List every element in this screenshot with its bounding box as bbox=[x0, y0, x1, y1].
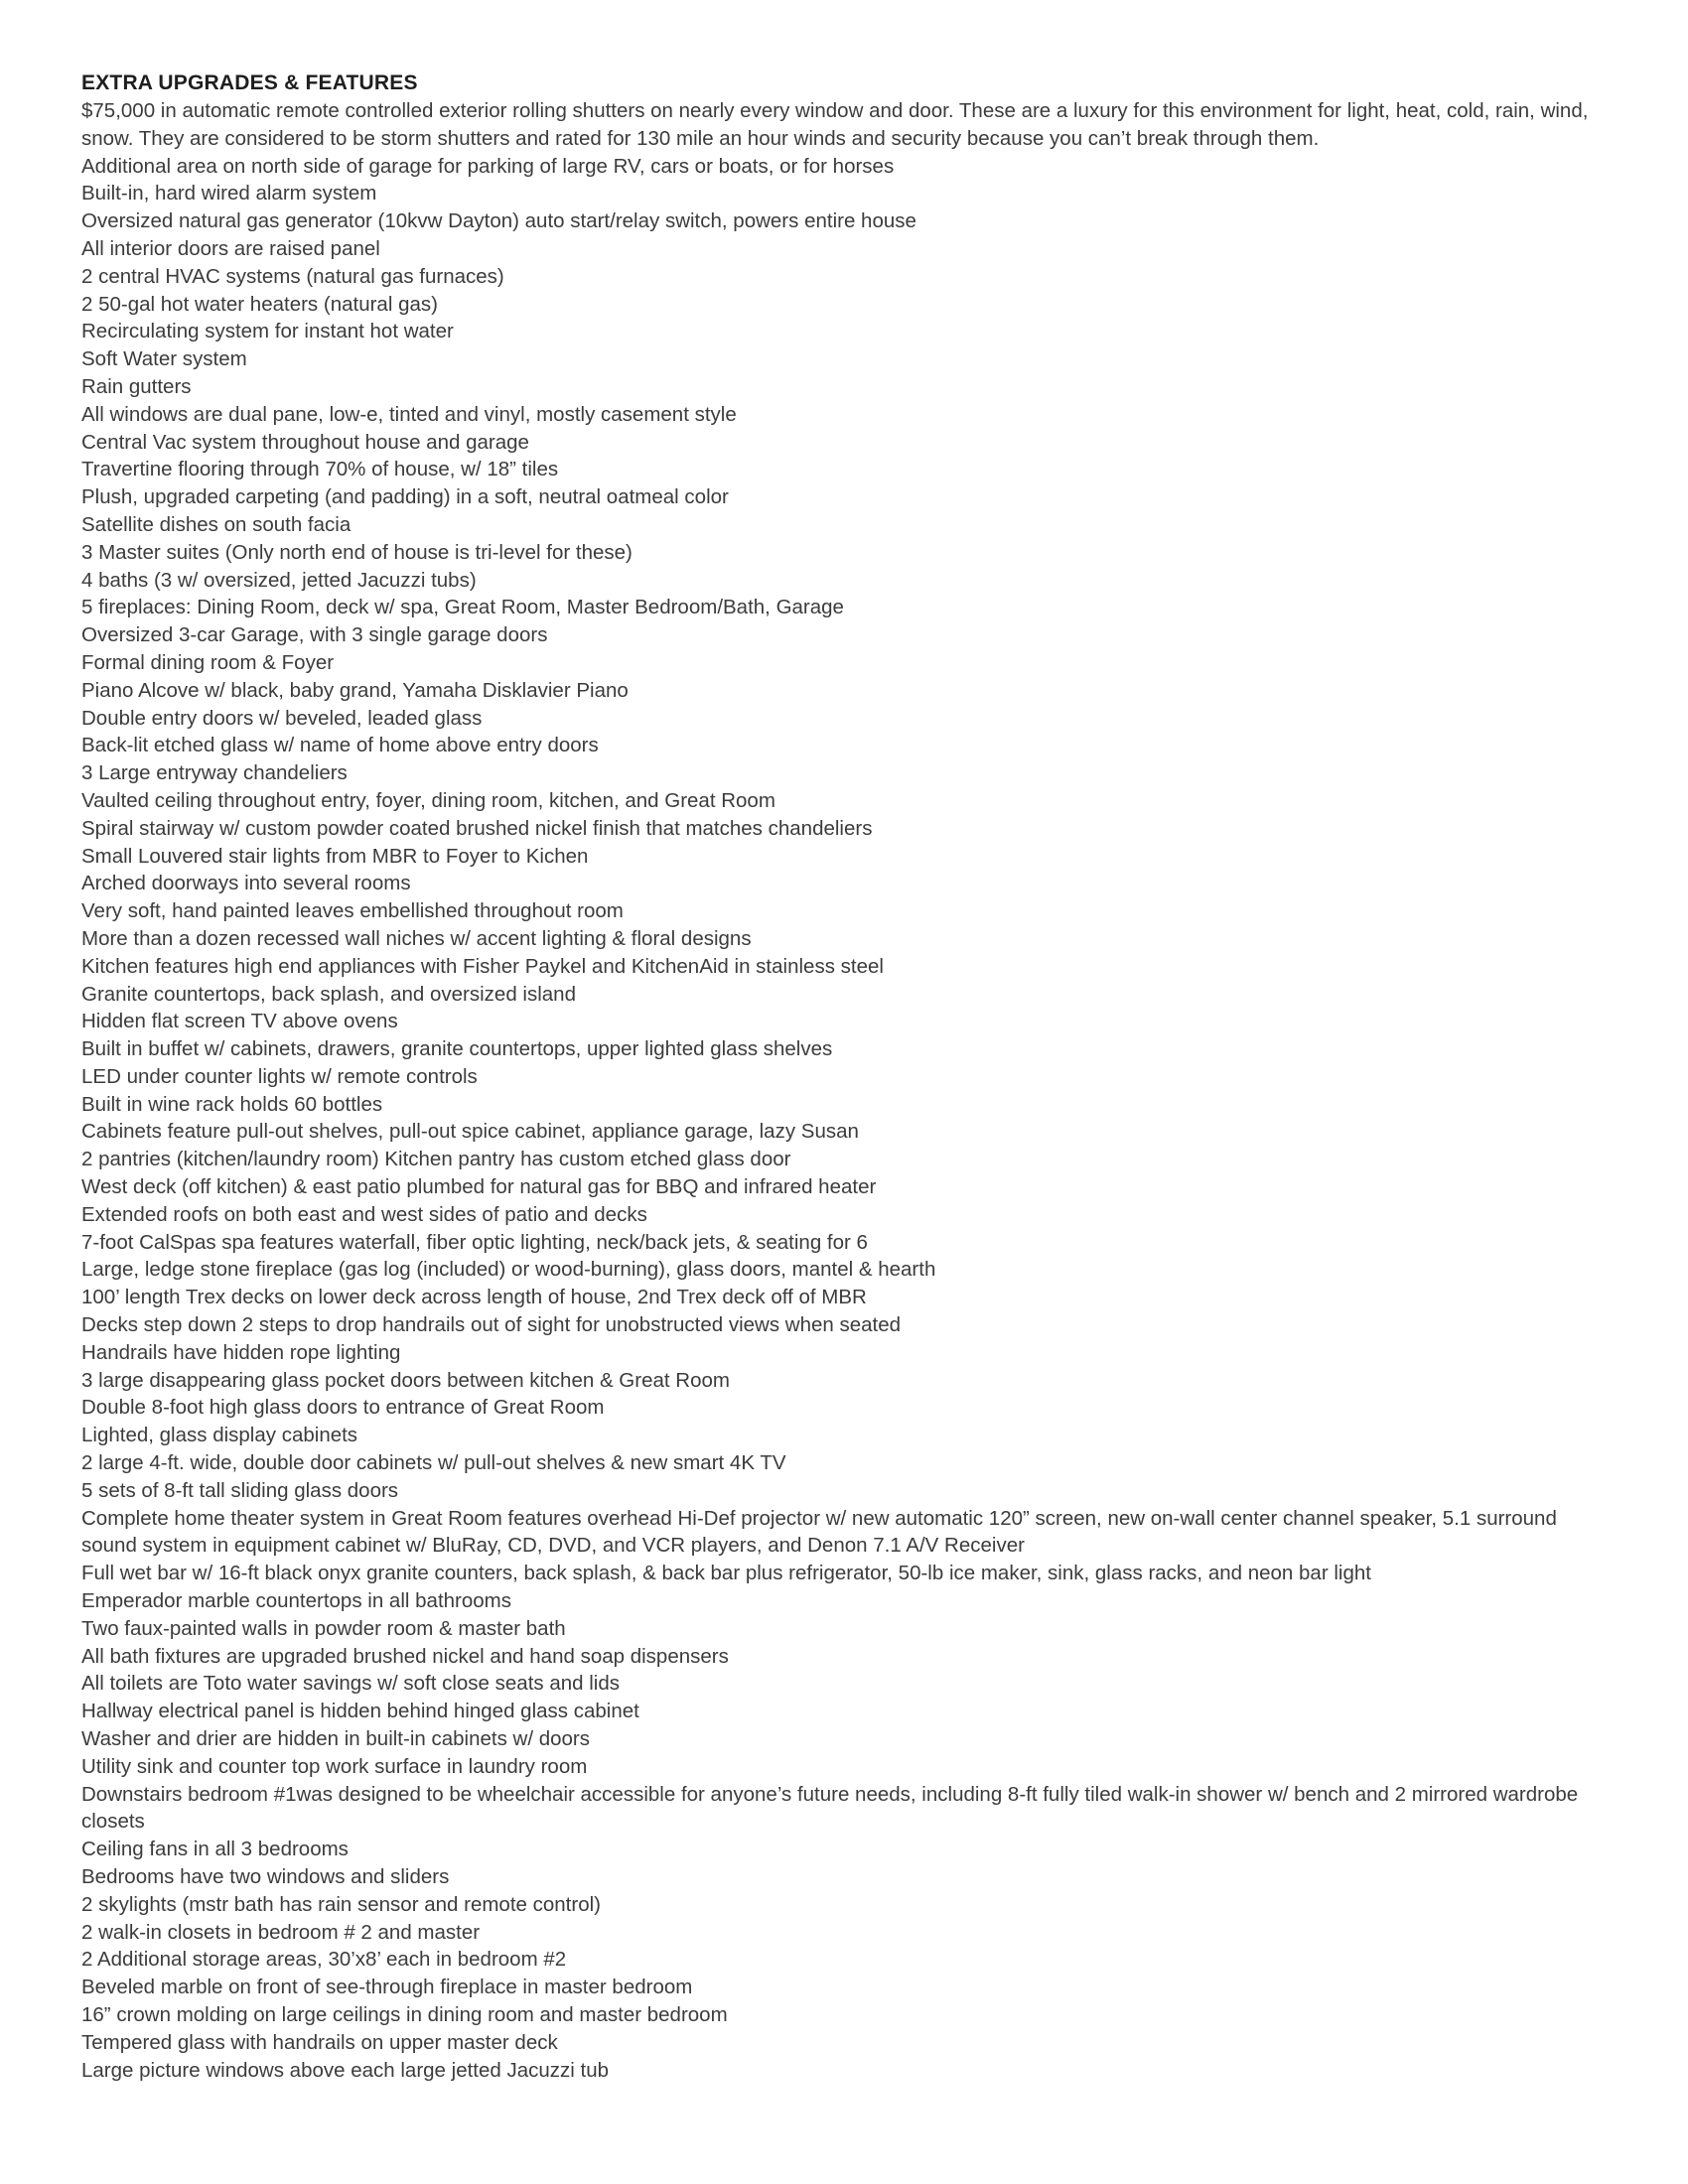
feature-item: Double entry doors w/ beveled, leaded glass bbox=[81, 706, 483, 730]
feature-item: 2 large 4-ft. wide, double door cabinets w/ pull-out shelves & new smart 4K TV bbox=[81, 1451, 786, 1475]
feature-item: All bath fixtures are upgraded brushed nickel and hand soap dispensers bbox=[81, 1644, 729, 1668]
feature-item: 16” crown molding on large ceilings in dining room and master bedroom bbox=[81, 2002, 728, 2026]
feature-item: Two faux-painted walls in powder room & master bath bbox=[81, 1616, 566, 1640]
feature-item: Downstairs bedroom #1was designed to be wheelchair accessible for anyone’s future needs, including 8-ft fully tiled walk-in shower w/ bench and 2 mirrored wardrobe closets bbox=[81, 1782, 1579, 1834]
feature-item: Built in buffet w/ cabinets, drawers, granite countertops, upper lighted glass shelves bbox=[81, 1037, 833, 1061]
feature-item: Very soft, hand painted leaves embellished throughout room bbox=[81, 899, 624, 923]
feature-item: Recirculating system for instant hot water bbox=[81, 320, 454, 343]
feature-item: Cabinets feature pull-out shelves, pull-out spice cabinet, appliance garage, lazy Susan bbox=[81, 1120, 859, 1144]
feature-item: Arched doorways into several rooms bbox=[81, 872, 411, 895]
feature-item: Plush, upgraded carpeting (and padding) in a soft, neutral oatmeal color bbox=[81, 485, 729, 509]
feature-item: 100’ length Trex decks on lower deck across length of house, 2nd Trex deck off of MBR bbox=[81, 1286, 867, 1309]
feature-item: 2 50-gal hot water heaters (natural gas) bbox=[81, 292, 438, 316]
feature-item: Satellite dishes on south facia bbox=[81, 512, 352, 536]
feature-item: 5 sets of 8-ft tall sliding glass doors bbox=[81, 1478, 399, 1502]
feature-item: More than a dozen recessed wall niches w/ accent lighting & floral designs bbox=[81, 926, 752, 950]
feature-item: Travertine flooring through 70% of house, w/ 18” tiles bbox=[81, 458, 559, 481]
feature-item: Handrails have hidden rope lighting bbox=[81, 1340, 401, 1364]
feature-item: Small Louvered stair lights from MBR to Foyer to Kichen bbox=[81, 844, 589, 868]
feature-item: 2 walk-in closets in bedroom # 2 and master bbox=[81, 1920, 481, 1944]
document-title: EXTRA UPGRADES & FEATURES bbox=[81, 71, 418, 94]
feature-item: $75,000 in automatic remote controlled exterior rolling shutters on nearly every window and door. These are a luxury for this environment for light, heat, cold, rain, wind, snow. They are considered to be storm shutters and rated for 130 mile an hour winds and security because you can’t break through them. bbox=[81, 99, 1589, 150]
feature-item: Utility sink and counter top work surface in laundry room bbox=[81, 1754, 588, 1778]
feature-item: Extended roofs on both east and west sides of patio and decks bbox=[81, 1202, 647, 1226]
feature-item: Central Vac system throughout house and garage bbox=[81, 430, 529, 454]
feature-item: Hidden flat screen TV above ovens bbox=[81, 1010, 398, 1033]
feature-item: Formal dining room & Foyer bbox=[81, 650, 335, 674]
feature-item: 4 baths (3 w/ oversized, jetted Jacuzzi tubs) bbox=[81, 568, 477, 592]
feature-item: Vaulted ceiling throughout entry, foyer, dining room, kitchen, and Great Room bbox=[81, 788, 775, 812]
feature-item: Beveled marble on front of see-through fireplace in master bedroom bbox=[81, 1976, 693, 1999]
feature-item: Piano Alcove w/ black, baby grand, Yamaha Disklavier Piano bbox=[81, 678, 629, 702]
feature-item: Built-in, hard wired alarm system bbox=[81, 182, 377, 205]
feature-item: 2 Additional storage areas, 30’x8’ each in bedroom #2 bbox=[81, 1948, 567, 1972]
feature-item: 2 skylights (mstr bath has rain sensor and remote control) bbox=[81, 1892, 601, 1916]
feature-item: Emperador marble countertops in all bathrooms bbox=[81, 1589, 511, 1613]
feature-item: 2 pantries (kitchen/laundry room) Kitchen pantry has custom etched glass door bbox=[81, 1148, 791, 1171]
feature-item: 3 large disappearing glass pocket doors between kitchen & Great Room bbox=[81, 1368, 730, 1392]
feature-item: West deck (off kitchen) & east patio plumbed for natural gas for BBQ and infrared heater bbox=[81, 1175, 877, 1199]
feature-item: Washer and drier are hidden in built-in cabinets w/ doors bbox=[81, 1727, 591, 1751]
feature-item: Oversized natural gas generator (10kvw Dayton) auto start/relay switch, powers entire house bbox=[81, 209, 916, 233]
feature-item: Complete home theater system in Great Room features overhead Hi-Def projector w/ new automatic 120” screen, new on-wall center channel speaker, 5.1 surround sound system in equipment cabinet w/ BluRay, CD, DVD, and VCR players, and Denon 7.1 A/V Receiver bbox=[81, 1506, 1557, 1558]
feature-item: Large, ledge stone fireplace (gas log (included) or wood-burning), glass doors, mantel & hearth bbox=[81, 1258, 936, 1282]
feature-item: All interior doors are raised panel bbox=[81, 236, 380, 260]
feature-item: Additional area on north side of garage for parking of large RV, cars or boats, or for horses bbox=[81, 154, 895, 178]
feature-item: Decks step down 2 steps to drop handrails out of sight for unobstructed views when seated bbox=[81, 1313, 902, 1337]
feature-item: Tempered glass with handrails on upper master deck bbox=[81, 2030, 558, 2054]
feature-item: LED under counter lights w/ remote controls bbox=[81, 1064, 478, 1088]
feature-item: All windows are dual pane, low-e, tinted and vinyl, mostly casement style bbox=[81, 402, 737, 426]
feature-list bbox=[81, 97, 1601, 2084]
feature-item: Hallway electrical panel is hidden behind hinged glass cabinet bbox=[81, 1700, 639, 1723]
feature-item: Full wet bar w/ 16-ft black onyx granite counters, back splash, & back bar plus refrigerator, 50-lb ice maker, sink, glass racks, and neon bar light bbox=[81, 1562, 1371, 1585]
feature-item: All toilets are Toto water savings w/ soft close seats and lids bbox=[81, 1672, 620, 1696]
feature-item: Double 8-foot high glass doors to entrance of Great Room bbox=[81, 1396, 605, 1420]
feature-item: 7-foot CalSpas spa features waterfall, fiber optic lighting, neck/back jets, & seating for 6 bbox=[81, 1230, 868, 1254]
feature-item: Bedrooms have two windows and sliders bbox=[81, 1865, 450, 1888]
feature-item: Ceiling fans in all 3 bedrooms bbox=[81, 1838, 349, 1861]
feature-item: 2 central HVAC systems (natural gas furnaces) bbox=[81, 264, 504, 288]
feature-item: Rain gutters bbox=[81, 374, 192, 398]
feature-item: 5 fireplaces: Dining Room, deck w/ spa, Great Room, Master Bedroom/Bath, Garage bbox=[81, 596, 844, 619]
feature-item: Back-lit etched glass w/ name of home above entry doors bbox=[81, 734, 599, 757]
feature-item: Lighted, glass display cabinets bbox=[81, 1424, 358, 1447]
feature-item: Oversized 3-car Garage, with 3 single garage doors bbox=[81, 623, 548, 647]
feature-item: 3 Large entryway chandeliers bbox=[81, 761, 348, 785]
feature-item: Large picture windows above each large jetted Jacuzzi tub bbox=[81, 2058, 610, 2082]
feature-item: Spiral stairway w/ custom powder coated brushed nickel finish that matches chandeliers bbox=[81, 816, 873, 840]
document-page bbox=[81, 69, 1601, 2084]
feature-item: Kitchen features high end appliances with Fisher Paykel and KitchenAid in stainless steel bbox=[81, 954, 884, 978]
feature-item: 3 Master suites (Only north end of house is tri-level for these) bbox=[81, 540, 633, 564]
feature-item: Granite countertops, back splash, and oversized island bbox=[81, 982, 576, 1006]
feature-item: Soft Water system bbox=[81, 347, 247, 371]
feature-item: Built in wine rack holds 60 bottles bbox=[81, 1092, 383, 1116]
